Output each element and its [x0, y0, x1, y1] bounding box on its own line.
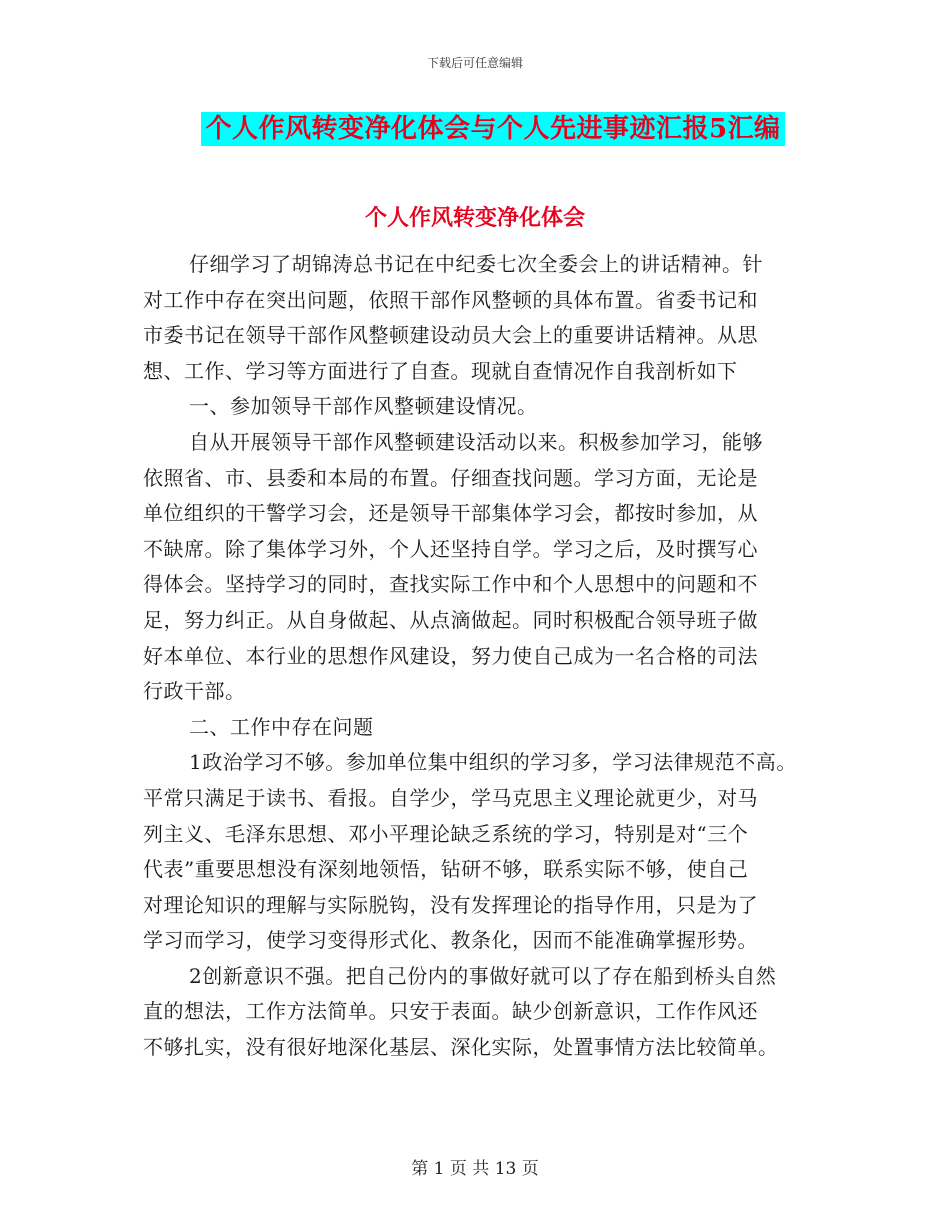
text-line: 足，努力纠正。从自身做起、从点滴做起。同时积极配合领导班子做: [143, 607, 758, 632]
text-line: 列主义、毛泽东思想、邓小平理论缺乏系统的学习，特别是对“三个: [143, 821, 749, 846]
text-line: 平常只满足于读书、看报。自学少，学马克思主义理论就更少，对马: [143, 785, 758, 810]
text-line: 仔细学习了胡锦涛总书记在中纪委七次全委会上的讲话精神。针: [189, 252, 763, 276]
text-line: 依照省、市、县委和本局的布置。仔细查找问题。学习方面，无论是: [143, 465, 758, 490]
document-title-container: [0, 112, 950, 146]
text-line: 2创新意识不强。把自己份内的事做好就可以了存在船到桥头自然: [189, 963, 777, 988]
text-line: 代表”重要思想没有深刻地领悟，钻研不够，联系实际不够，使自己: [143, 857, 749, 882]
text-line: 对工作中存在突出问题，依照干部作风整顿的具体布置。省委书记和: [143, 287, 758, 312]
text-line: 得体会。坚持学习的同时，查找实际工作中和个人思想中的问题和不: [143, 572, 758, 597]
page-header-note: 下载后可任意编辑: [426, 56, 523, 70]
page-footer: 第 1 页 共 13 页: [411, 1159, 539, 1179]
text-line: 不缺席。除了集体学习外，个人还坚持自学。学习之后，及时撰写心: [143, 536, 758, 561]
body-text: [143, 247, 833, 1066]
text-line: 不够扎实，没有很好地深化基层、深化实际，处置事情方法比较简单。: [143, 1035, 779, 1060]
subheading-line: 二、工作中存在问题: [189, 714, 374, 739]
text-line: 想、工作、学习等方面进行了自查。现就自查情况作自我剖析如下: [143, 358, 738, 383]
section-title: 个人作风转变净化体会: [364, 205, 585, 231]
text-line: 对理论知识的理解与实际脱钩，没有发挥理论的指导作用，只是为了: [143, 892, 758, 917]
document-title: 个人作风转变净化体会与个人先进事迹汇报5汇编: [201, 112, 784, 146]
text-line: 单位组织的干警学习会，还是领导干部集体学习会，都按时参加，从: [143, 501, 758, 526]
text-line: 自从开展领导干部作风整顿建设活动以来。积极参加学习，能够: [189, 429, 763, 454]
text-line: 好本单位、本行业的思想作风建设，努力使自己成为一名合格的司法: [143, 643, 758, 668]
text-line: 直的想法，工作方法简单。只安于表面。缺少创新意识，工作作风还: [143, 999, 758, 1024]
text-line: 行政干部。: [143, 679, 246, 704]
text-line: 学习而学习，使学习变得形式化、教条化，因而不能准确掌握形势。: [143, 928, 758, 953]
text-line: 市委书记在领导干部作风整顿建设动员大会上的重要讲话精神。从思: [143, 323, 758, 348]
text-line: 1政治学习不够。参加单位集中组织的学习多，学习法律规范不高。: [189, 750, 797, 775]
subheading-line: 一、参加领导干部作风整顿建设情况。: [189, 394, 538, 419]
